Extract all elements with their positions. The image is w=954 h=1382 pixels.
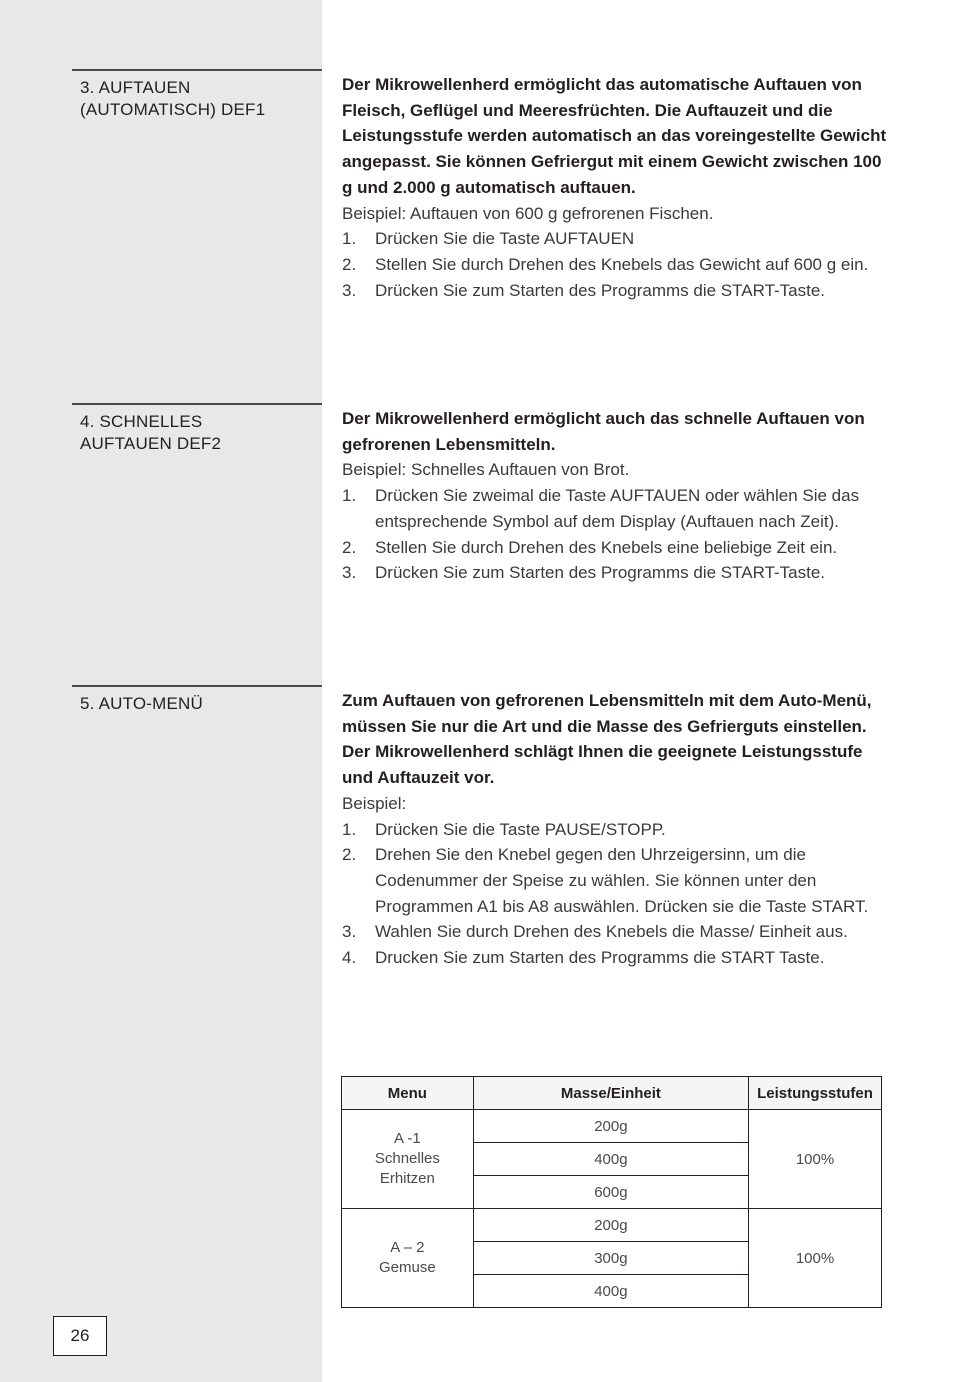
mass-cell: 600g (473, 1176, 748, 1209)
program-cell (342, 1110, 474, 1209)
column-header-leistungsstufen: Leistungsstufen (749, 1077, 882, 1110)
step-item (342, 483, 887, 534)
mass-cell: 300g (473, 1242, 748, 1275)
mass-cell: 400g (473, 1275, 748, 1308)
mass-cell: 200g (473, 1110, 748, 1143)
step-list (342, 226, 887, 303)
step-item (342, 278, 887, 304)
section-example: Beispiel: Auftauen von 600 g gefrorenen Fischen. (342, 203, 714, 223)
program-name: Schnelles (374, 1150, 440, 1167)
section-lead: Der Mikrowellenherd ermöglicht auch das schnelle Auftauen von gefrorenen Lebensmitteln. (342, 409, 865, 454)
step-text: Drehen Sie den Knebel gegen den Uhrzeigersinn, um die Codenummer der Speise zu wählen. Sie können unter den Programmen A1 bis A8 auswählen. Drücken sie die Taste START. (375, 845, 869, 916)
program-cell (342, 1209, 474, 1308)
step-number: 3. (342, 922, 357, 942)
step-number: 1. (342, 819, 357, 839)
step-item (342, 252, 887, 278)
section-divider (72, 69, 322, 71)
table-header-row (342, 1077, 882, 1110)
section-divider (72, 403, 322, 405)
column-header-masse: Masse/Einheit (473, 1077, 748, 1110)
step-text: Drücken Sie die Taste AUFTAUEN (375, 229, 635, 249)
section-body-auftauen-automatisch (342, 72, 887, 303)
step-text: Drücken Sie zweimal die Taste AUFTAUEN oder wählen Sie das entsprechende Symbol auf dem Display (Auftauen nach Zeit). (375, 486, 860, 531)
section-example: Beispiel: Schnelles Auftauen von Brot. (342, 460, 630, 480)
program-code: A -1 (394, 1130, 421, 1147)
step-number: 2. (342, 845, 357, 865)
program-code: A – 2 (390, 1239, 425, 1256)
step-text: Wahlen Sie durch Drehen des Knebels die Masse/ Einheit aus. (375, 922, 848, 942)
step-list (342, 483, 887, 586)
step-text: Stellen Sie durch Drehen des Knebels eine beliebige Zeit ein. (375, 537, 838, 557)
step-text: Drücken Sie die Taste PAUSE/STOPP. (375, 819, 666, 839)
column-header-menu: Menu (342, 1077, 474, 1110)
section-body-schnelles-auftauen (342, 406, 887, 586)
section-heading-schnelles-auftauen: 4. SCHNELLES AUFTAUEN DEF2 (80, 412, 222, 453)
step-text: Drucken Sie zum Starten des Programms die START Taste. (375, 948, 825, 968)
step-item (342, 842, 887, 919)
power-cell: 100% (749, 1110, 882, 1209)
program-name: Gemuse (379, 1259, 436, 1276)
page-number: 26 (53, 1316, 107, 1356)
step-list (342, 817, 887, 971)
step-number: 3. (342, 280, 357, 300)
step-item (342, 535, 887, 561)
auto-menu-table (341, 1076, 882, 1308)
section-divider (72, 685, 322, 687)
step-item (342, 560, 887, 586)
mass-cell: 400g (473, 1143, 748, 1176)
step-item (342, 817, 887, 843)
program-name: Erhitzen (379, 1170, 435, 1187)
step-text: Drücken Sie zum Starten des Programms die START-Taste. (375, 563, 826, 583)
section-example: Beispiel: (342, 793, 407, 813)
step-text: Stellen Sie durch Drehen des Knebels das Gewicht auf 600 g ein. (375, 254, 869, 274)
step-item (342, 945, 887, 971)
step-number: 4. (342, 948, 357, 968)
step-number: 1. (342, 229, 357, 249)
power-cell: 100% (749, 1209, 882, 1308)
step-item (342, 919, 887, 945)
table-row (342, 1110, 882, 1143)
section-heading-auto-menu: 5. AUTO-MENÜ (80, 694, 203, 713)
step-number: 3. (342, 563, 357, 583)
section-lead: Der Mikrowellenherd ermöglicht das automatische Auftauen von Fleisch, Geflügel und Meeresfrüchten. Die Auftauzeit und die Leistungsstufe werden automatisch an das voreingestellte Gewicht angepasst. Sie können Gefriergut mit einem Gewicht zwischen 100 g und 2.000 g automatisch auftauen. (342, 75, 887, 197)
section-heading-auftauen-automatisch: 3. AUFTAUEN (AUTOMATISCH) DEF1 (80, 78, 266, 119)
sidebar-background (0, 0, 322, 1382)
step-item (342, 226, 887, 252)
step-number: 1. (342, 486, 357, 506)
section-lead: Zum Auftauen von gefrorenen Lebensmitteln mit dem Auto-Menü, müssen Sie nur die Art und die Masse des Gefrierguts einstellen. Der Mikrowellenherd schlägt Ihnen die geeignete Leistungsstufe und Auftauzeit vor. (342, 691, 872, 788)
step-number: 2. (342, 254, 357, 274)
mass-cell: 200g (473, 1209, 748, 1242)
step-number: 2. (342, 537, 357, 557)
section-body-auto-menu (342, 688, 887, 971)
table-row (342, 1209, 882, 1242)
step-text: Drücken Sie zum Starten des Programms die START-Taste. (375, 280, 826, 300)
